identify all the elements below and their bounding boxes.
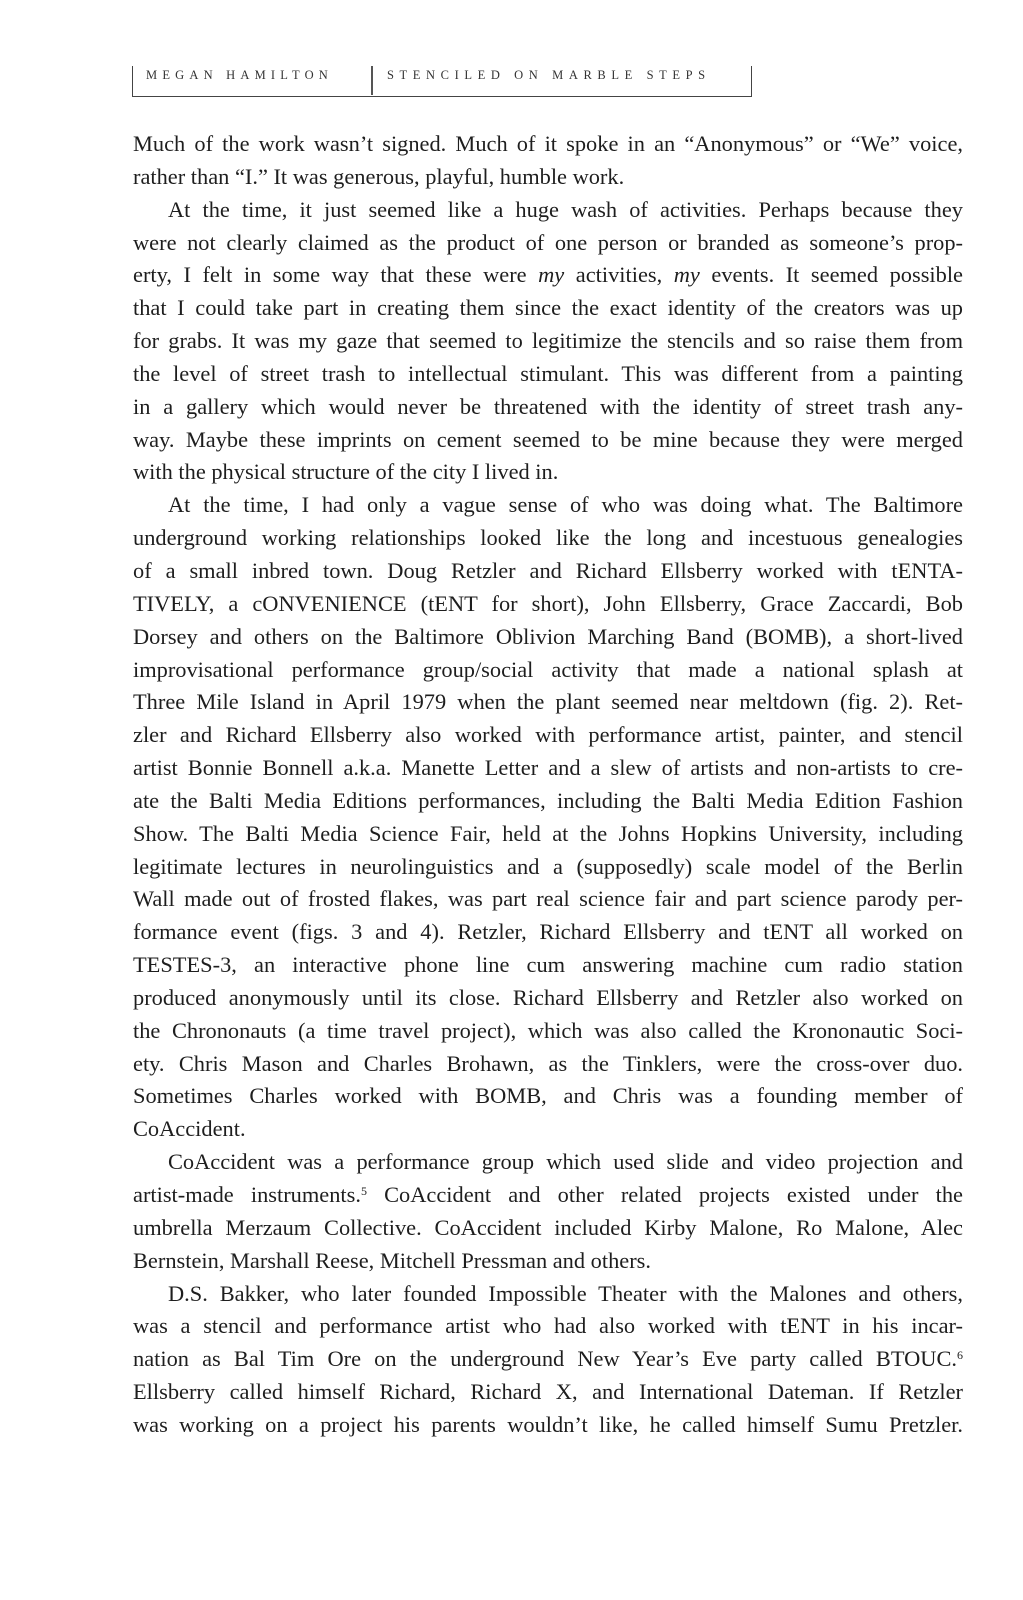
text-line: TESTES-3, an interactive phone line cum answering machine cum radio station <box>133 952 963 978</box>
text-line: for grabs. It was my gaze that seemed to legitimize the stencils and so raise them from <box>133 328 963 354</box>
text-line: the level of street trash to intellectual stimulant. This was different from a painting <box>133 360 963 386</box>
text-line: with the physical structure of the city I lived in. <box>133 459 559 485</box>
text-line: Bernstein, Marshall Reese, Mitchell Pressman and others. <box>133 1247 651 1273</box>
text-line: artist-made instruments.$^5$ CoAccident and other related projects existed under the <box>133 1182 963 1207</box>
text-line: ate the Balti Media Editions performances, including the Balti Media Edition Fashion <box>133 787 963 813</box>
text-line: in a gallery which would never be threatened with the identity of street trash any- <box>133 393 963 419</box>
text-line: Much of the work wasn’t signed. Much of it spoke in an “Anonymous” or “We” voice, <box>133 131 963 156</box>
text-line: Ellsberry called himself Richard, Richard X, and International Dateman. If Retzler <box>133 1379 963 1405</box>
text-line: produced anonymously until its close. Richard Ellsberry and Retzler also worked on <box>133 984 963 1010</box>
text-line: umbrella Merzaum Collective. CoAccident included Kirby Malone, Ro Malone, Alec <box>133 1214 963 1240</box>
text-line: TIVELY, a cONVENIENCE (tENT for short), John Ellsberry, Grace Zaccardi, Bob <box>133 590 963 616</box>
text-line: At the time, I had only a vague sense of who was doing what. The Baltimore <box>168 492 963 518</box>
text-line: that I could take part in creating them since the exact identity of the creators was up <box>133 295 963 321</box>
text-line: was a stencil and performance artist who had also worked with tENT in his incar- <box>133 1313 963 1339</box>
paragraph <box>133 1278 963 1442</box>
text-line: nation as Bal Tim Ore on the underground New Year’s Eve party called BTOUC.$^6$ <box>133 1346 963 1372</box>
text-line: Dorsey and others on the Baltimore Oblivion Marching Band (BOMB), a short-lived <box>133 623 963 649</box>
text-line: Sometimes Charles worked with BOMB, and Chris was a founding member of <box>133 1083 963 1109</box>
paragraph <box>133 128 963 194</box>
paragraph <box>133 194 963 490</box>
text-line: At the time, it just seemed like a huge wash of activities. Perhaps because they <box>168 196 963 222</box>
paragraph <box>133 489 963 1146</box>
text-line: the Chrononauts (a time travel project), which was also called the Krononautic Soci- <box>133 1017 963 1043</box>
text-line: rather than “I.” It was generous, playful, humble work. <box>133 163 625 189</box>
text-line: underground working relationships looked like the long and incestuous genealogies <box>133 525 963 551</box>
text-line: was working on a project his parents wouldn’t like, he called himself Sumu Pretzler. <box>133 1411 963 1437</box>
body-text <box>133 128 963 1442</box>
text-line: D.S. Bakker, who later founded Impossible Theater with the Malones and others, <box>168 1280 963 1306</box>
text-line: erty, I felt in some way that these were my activities, my events. It seemed possible <box>133 262 963 288</box>
text-line: Wall made out of frosted flakes, was part real science fair and part science parody per- <box>133 886 963 912</box>
text-line: Three Mile Island in April 1979 when the plant seemed near meltdown (fig. 2). Ret- <box>133 689 963 715</box>
running-head-title: STENCILED ON MARBLE STEPS <box>387 68 711 82</box>
text-line: legitimate lectures in neurolinguistics and a (supposedly) scale model of the Berlin <box>133 853 963 879</box>
text-line: CoAccident was a performance group which used slide and video projection and <box>168 1149 963 1175</box>
text-line: Show. The Balti Media Science Fair, held at the Johns Hopkins University, including <box>133 820 963 846</box>
running-head-author: MEGAN HAMILTON <box>146 68 334 82</box>
text-line: improvisational performance group/social activity that made a national splash at <box>133 656 963 682</box>
text-line: ety. Chris Mason and Charles Brohawn, as the Tinklers, were the cross-over duo. <box>133 1050 963 1076</box>
text-line: formance event (figs. 3 and 4). Retzler, Richard Ellsberry and tENT all worked on <box>133 919 963 945</box>
running-head-divider <box>371 66 373 95</box>
text-line: artist Bonnie Bonnell a.k.a. Manette Letter and a slew of artists and non-artists to cre- <box>133 755 963 781</box>
paragraph <box>133 1146 963 1277</box>
text-line: CoAccident. <box>133 1116 246 1142</box>
running-head <box>132 66 752 97</box>
text-line: were not clearly claimed as the product of one person or branded as someone’s prop- <box>133 229 963 255</box>
text-line: of a small inbred town. Doug Retzler and Richard Ellsberry worked with tENTA- <box>133 557 963 583</box>
text-line: zler and Richard Ellsberry also worked with performance artist, painter, and stencil <box>133 722 963 748</box>
text-line: way. Maybe these imprints on cement seemed to be mine because they were merged <box>133 426 963 452</box>
